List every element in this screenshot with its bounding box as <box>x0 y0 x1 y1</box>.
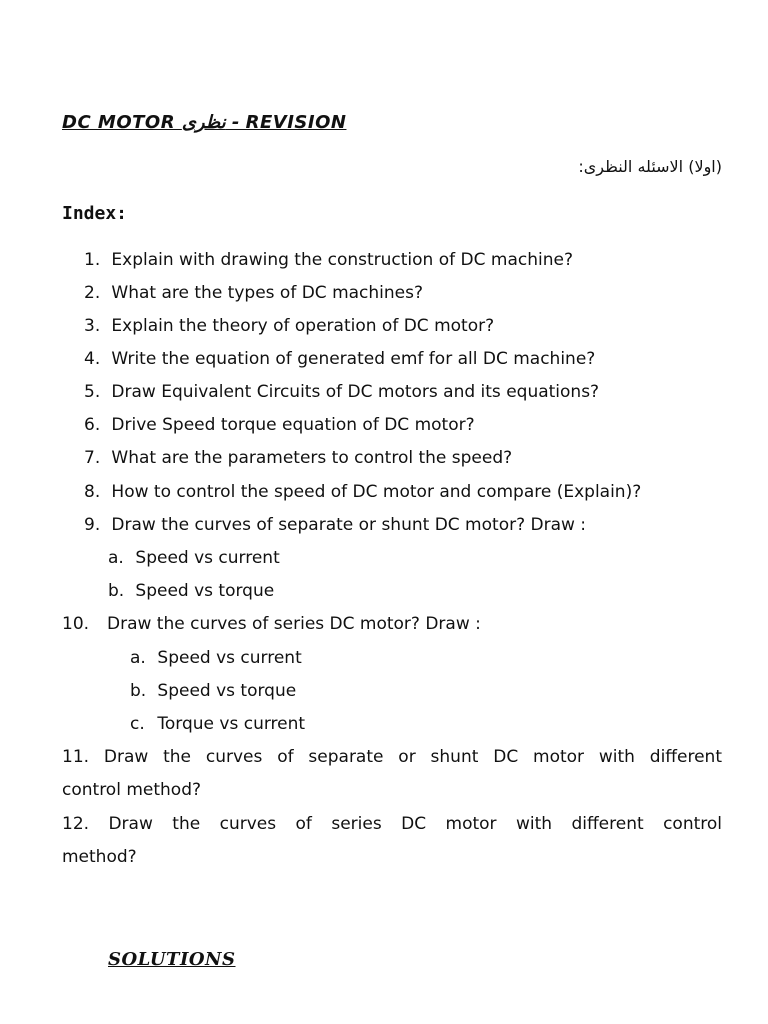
arabic-section-heading: (اولا) الاسئله النظرى: <box>578 157 722 176</box>
sub-item-letter: b. <box>130 681 147 701</box>
sub-item-text: Torque vs current <box>157 714 306 734</box>
question-number: 9. <box>84 515 101 535</box>
question-text: What are the types of DC machines? <box>111 283 424 303</box>
question-text: Explain the theory of operation of DC motor? <box>111 316 495 336</box>
question-item <box>62 613 481 635</box>
question-number: 4. <box>84 349 101 369</box>
sub-item <box>130 647 302 669</box>
question-item <box>84 315 494 337</box>
question-text: Drive Speed torque equation of DC motor? <box>111 415 475 435</box>
document-title: DC MOTOR نظرى - REVISION <box>62 112 347 133</box>
question-text: What are the parameters to control the speed? <box>111 448 513 468</box>
sub-item-text: Speed vs current <box>135 548 280 568</box>
index-heading: Index: <box>62 203 128 224</box>
question-number: 1. <box>84 250 101 270</box>
question-item <box>84 481 641 503</box>
question-text: Write the equation of generated emf for all DC machine? <box>111 349 596 369</box>
sub-item <box>130 680 296 702</box>
question-item <box>84 348 595 370</box>
question-12-line-2: method? <box>62 847 137 867</box>
question-number: 5. <box>84 382 101 402</box>
question-item <box>84 414 475 436</box>
sub-item-text: Speed vs torque <box>135 581 275 601</box>
solutions-heading: SOLUTIONS <box>108 949 236 970</box>
question-item <box>84 447 512 469</box>
question-number: 3. <box>84 316 101 336</box>
question-text: Explain with drawing the construction of DC machine? <box>111 250 573 270</box>
question-item <box>84 381 599 403</box>
sub-item-letter: a. <box>130 648 146 668</box>
question-number: 7. <box>84 448 101 468</box>
sub-item-text: Speed vs torque <box>157 681 297 701</box>
sub-item-text: Speed vs current <box>157 648 302 668</box>
question-text: Draw the curves of series DC motor? Draw : <box>107 614 481 634</box>
sub-item-letter: b. <box>108 581 125 601</box>
question-11-line-1: 11. Draw the curves of separate or shunt DC motor with different <box>62 747 722 767</box>
question-text: Draw the curves of separate or shunt DC motor? Draw : <box>111 515 587 535</box>
sub-item <box>108 580 274 602</box>
question-number: 10. <box>62 614 90 634</box>
question-number: 8. <box>84 482 101 502</box>
sub-item <box>130 713 305 735</box>
question-item <box>84 249 573 271</box>
sub-item-letter: c. <box>130 714 145 734</box>
question-item <box>84 282 423 304</box>
question-12-line-1: 12. Draw the curves of series DC motor with different control <box>62 814 722 834</box>
question-text: Draw Equivalent Circuits of DC motors and its equations? <box>111 382 600 402</box>
sub-item <box>108 547 280 569</box>
question-text: How to control the speed of DC motor and compare (Explain)? <box>111 482 642 502</box>
question-number: 2. <box>84 283 101 303</box>
sub-item-letter: a. <box>108 548 124 568</box>
question-item <box>84 514 586 536</box>
question-11-line-2: control method? <box>62 780 202 800</box>
question-number: 6. <box>84 415 101 435</box>
